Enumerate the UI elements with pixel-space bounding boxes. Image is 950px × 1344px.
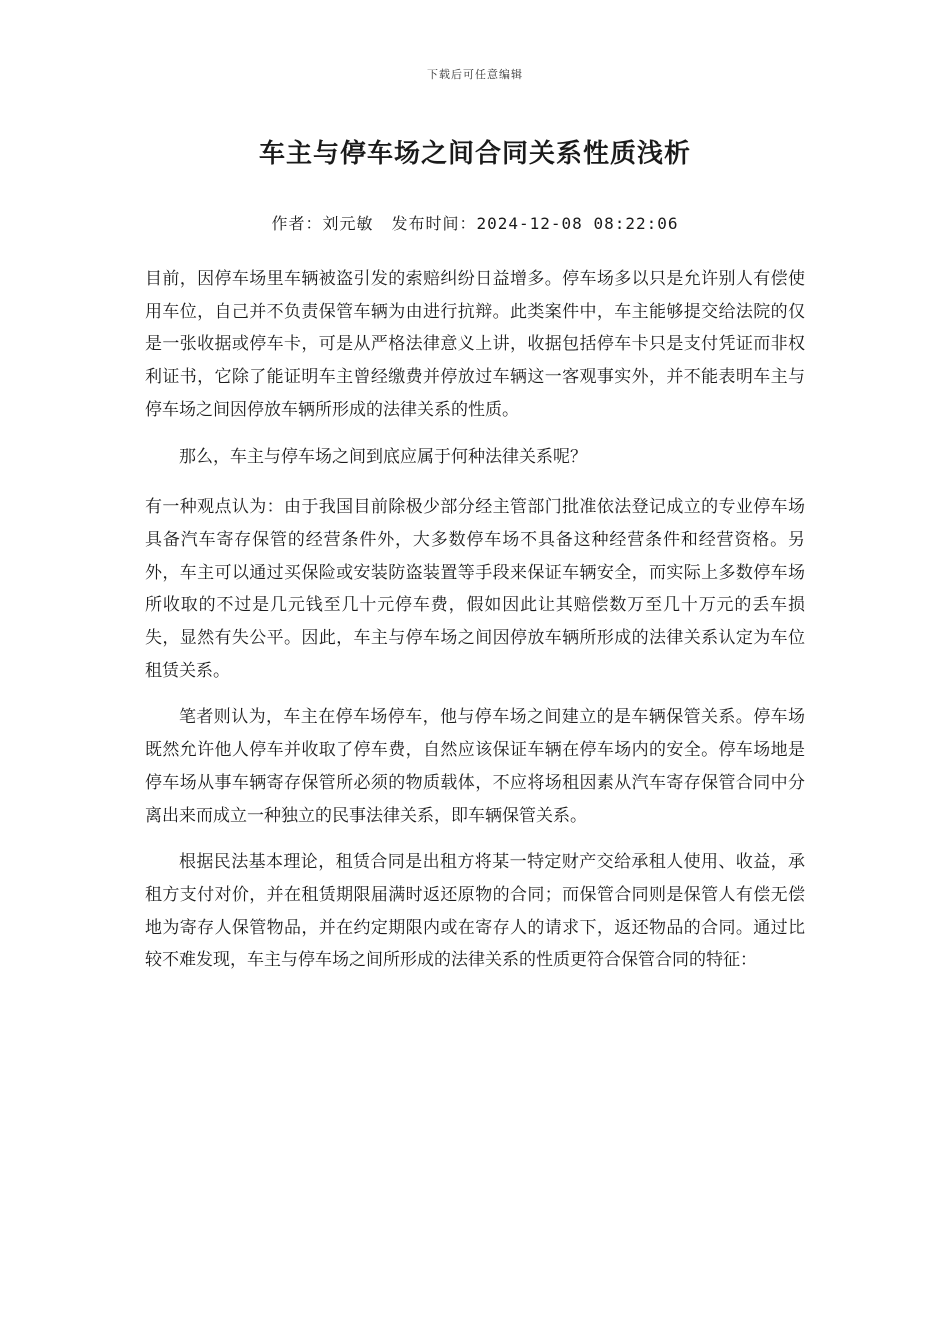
article-byline	[0, 211, 950, 234]
paragraph-intro: 目前，因停车场里车辆被盗引发的索赔纠纷日益增多。停车场多以只是允许别人有偿使用车位，自己并不负责保管车辆为由进行抗辩。此类案件中，车主能够提交给法院的仅是一张收据或停车卡，可是从严格法律意义上讲，收据包括停车卡只是支付凭证而非权利证书，它除了能证明车主曾经缴费并停放过车辆这一客观事实外，并不能表明车主与停车场之间因停放车辆所形成的法律关系的性质。	[145, 269, 805, 420]
paragraph-opposing-view: 有一种观点认为：由于我国目前除极少部分经主管部门批准依法登记成立的专业停车场具备汽车寄存保管的经营条件外，大多数停车场不具备这种经营条件和经营资格。另外，车主可以通过买保险或安装防盗装置等手段来保证车辆安全，而实际上多数停车场所收取的不过是几元钱至几十元停车费，假如因此让其赔偿数万至几十万元的丢车损失，显然有失公平。因此，车主与停车场之间因停放车辆所形成的法律关系认定为车位租赁关系。	[145, 497, 805, 681]
author-label: 作者：刘元敏	[271, 214, 374, 233]
header-note: 下载后可任意编辑	[427, 68, 523, 81]
publish-time: 发布时间：2024-12-08 08:22:06	[391, 214, 679, 233]
paragraph-question: 那么，车主与停车场之间到底应属于何种法律关系呢？	[179, 446, 587, 467]
paragraph-legal-theory: 根据民法基本理论，租赁合同是出租方将某一特定财产交给承租人使用、收益，承租方支付对价，并在租赁期限届满时返还原物的合同；而保管合同则是保管人有偿无偿地为寄存人保管物品，并在约定期限内或在寄存人的请求下，返还物品的合同。通过比较不难发现，车主与停车场之间所形成的法律关系的性质更符合保管合同的特征：	[145, 852, 805, 971]
paragraph-author-view: 笔者则认为，车主在停车场停车，他与停车场之间建立的是车辆保管关系。停车场既然允许他人停车并收取了停车费，自然应该保证车辆在停车场内的安全。停车场地是停车场从事车辆寄存保管所必须的物质载体，不应将场租因素从汽车寄存保管合同中分离出来而成立一种独立的民事法律关系，即车辆保管关系。	[145, 707, 805, 826]
article-body	[145, 263, 805, 991]
article-title: 车主与停车场之间合同关系性质浅析	[258, 139, 691, 169]
